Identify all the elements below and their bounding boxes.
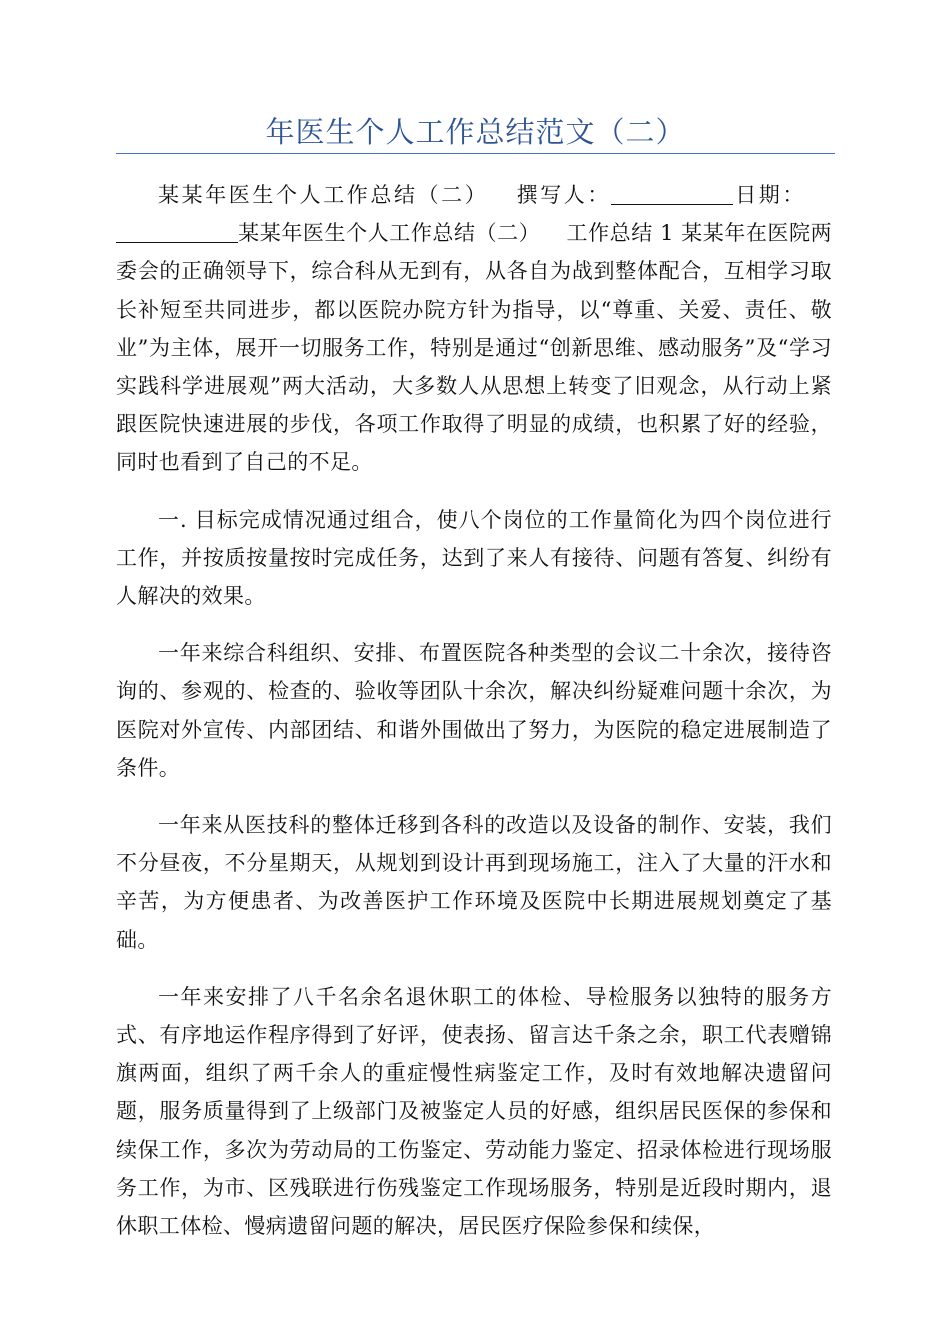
title-block (116, 112, 835, 154)
paragraph-goals: 一. 目标完成情况通过组合，使八个岗位的工作量简化为四个岗位进行工作，并按质按量按时完成任务，达到了来人有接待、问题有答复、纠纷有人解决的效果。 (116, 507, 832, 609)
date-label: 日期： (733, 183, 806, 207)
intro-paragraph (116, 176, 832, 482)
subject-repeat-text: 某某年医生个人工作总结（二） (238, 221, 541, 246)
document-body (116, 176, 832, 1264)
document-title: 年医生个人工作总结范文（二） (265, 115, 686, 149)
lead-text: 工作总结 1 某某年在医院两委会的正确领导下，综合科从无到有，从各自为战到整体配合，互相学习取长补短至共同进步，都以医院办院方针为指导，以“尊重、关爱、责任、敬业”为主体，展开一切服务工作，特别是通过“创新思维、感动服务”及“学习实践科学进展观”两大活动，大多数人从思想上转变了旧观念，从行动上紧跟医院快速进展的步伐，各项工作取得了明显的成绩，也积累了好的经验，同时也看到了自己的不足。 (116, 221, 832, 475)
author-blank-line (611, 183, 733, 205)
date-blank-line (116, 221, 238, 243)
paragraph-checkups: 一年来安排了八千名余名退休职工的体检、导检服务以独特的服务方式、有序地运作程序得到了好评，使表扬、留言达千条之余，职工代表赠锦旗两面，组织了两千余人的重症慢性病鉴定工作，及时有效地解决遗留问题，服务质量得到了上级部门及被鉴定人员的好感，组织居民医保的参保和续保工作，多次为劳动局的工伤鉴定、劳动能力鉴定、招录体检进行现场服务工作，为市、区残联进行伤残鉴定工作现场服务，特别是近段时期内，退休职工体检、慢病遗留问题的解决，居民医疗保险参保和续保， (116, 984, 832, 1239)
title-underline (116, 153, 835, 154)
author-label: 撰写人： (514, 183, 611, 207)
paragraph-relocation: 一年来从医技科的整体迁移到各科的改造以及设备的制作、安装，我们不分昼夜，不分星期天，从规划到设计再到现场施工，注入了大量的汗水和辛苦，为方便患者、为改善医护工作环境及医院中长期进展规划奠定了基础。 (116, 813, 832, 952)
subject-text: 某某年医生个人工作总结（二） (158, 183, 489, 207)
paragraph-meetings: 一年来综合科组织、安排、布置医院各种类型的会议二十余次，接待咨询的、参观的、检查的、验收等团队十余次，解决纠纷疑难问题十余次，为医院对外宣传、内部团结、和谐外围做出了努力，为医院的稳定进展制造了条件。 (116, 641, 832, 780)
